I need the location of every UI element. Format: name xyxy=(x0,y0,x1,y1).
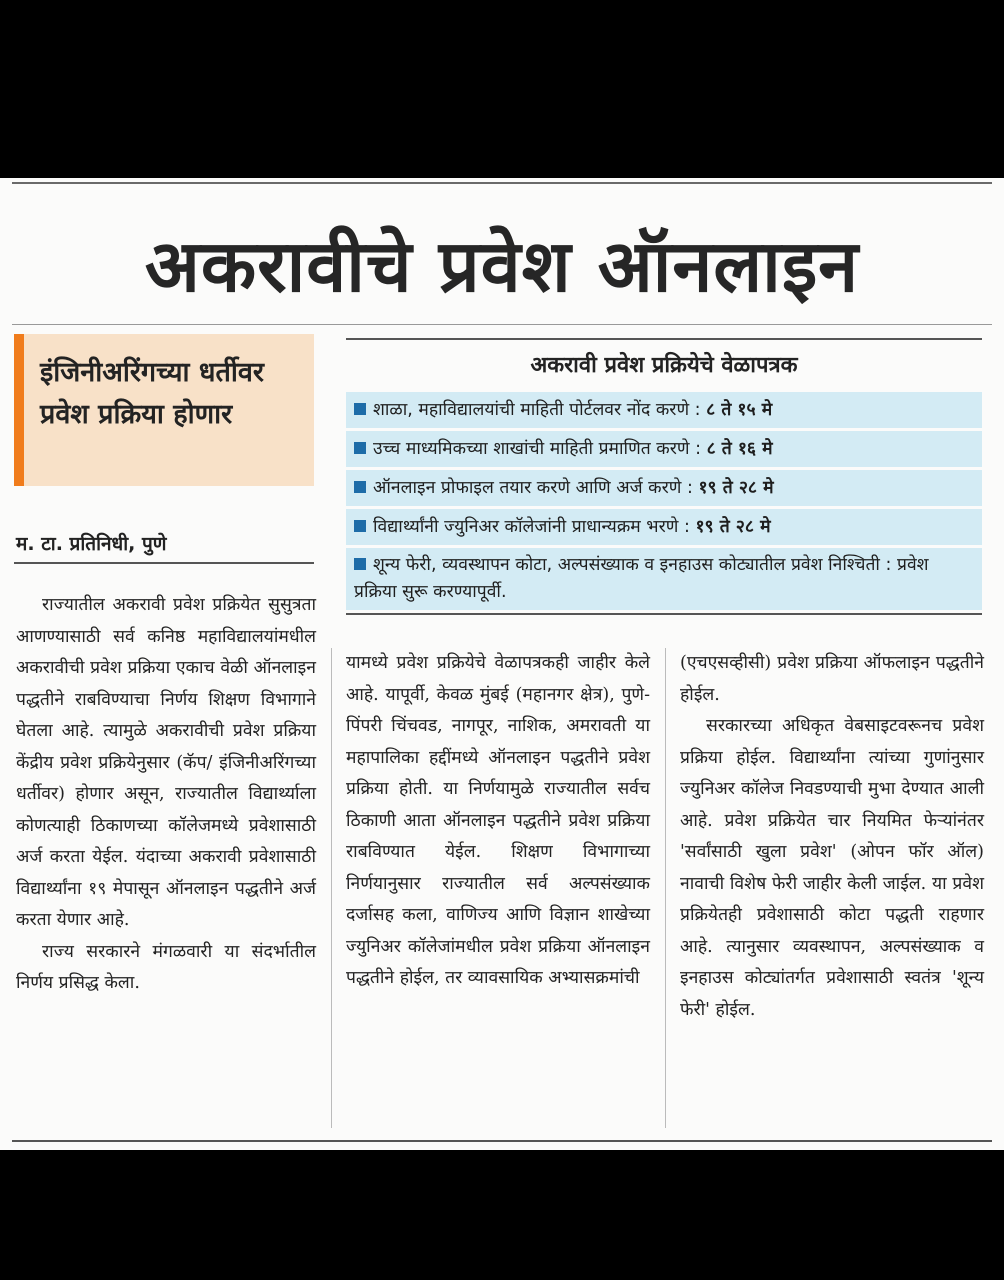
column-divider xyxy=(665,648,666,1128)
schedule-title: अकरावी प्रवेश प्रक्रियेचे वेळापत्रक xyxy=(530,353,798,378)
paragraph: (एचएसव्हीसी) प्रवेश प्रक्रिया ऑफलाइन पद्धतीने होईल. xyxy=(680,653,984,705)
paragraph: सरकारच्या अधिकृत वेबसाइटवरूनच प्रवेश प्रक्रिया होईल. विद्यार्थ्यांना त्यांच्या गुणांनुसार ज्युनिअर कॉलेज निवडण्याची मुभा देण्यात आली आहे. प्रवेश प्रक्रियेत चार नियमित फेऱ्यांनंतर 'सर्वांसाठी खुला प्रवेश' (ओपन फॉर ऑल) नावाची विशेष फेरी जाहीर केली जाईल. या प्रवेश प्रक्रियेतही प्रवेशासाठी कोटा पद्धती राहणार आहे. त्यानुसार व्यवस्थापन, अल्पसंख्याक व इनहाउस कोट्यांतर्गत प्रवेशासाठी स्वतंत्र 'शून्य फेरी' होईल. xyxy=(680,716,984,1020)
schedule-row: शाळा, महाविद्यालयांची माहिती पोर्टलवर नोंद करणे : ८ ते १५ मे xyxy=(346,392,982,428)
schedule-box xyxy=(346,338,982,615)
paragraph: राज्यातील अकरावी प्रवेश प्रक्रियेत सुसुत्रता आणण्यासाठी सर्व कनिष्ठ महाविद्यालयांमधील अकरावीची प्रवेश प्रक्रिया एकाच वेळी ऑनलाइन पद्धतीने राबविण्याचा निर्णय शिक्षण विभागाने घेतला आहे. त्यामुळे अकरावीची प्रवेश प्रक्रिया केंद्रीय प्रवेश प्रक्रियेनुसार (कॅप/ इंजिनीअरिंगच्या धर्तीवर) होणार असून, राज्यातील विद्यार्थ्याला कोणत्याही ठिकाणच्या कॉलेजमध्ये प्रवेशासाठी अर्ज करता येईल. यंदाच्या अकरावी प्रवेशासाठी विद्यार्थ्यांना १९ मेपासून ऑनलाइन पद्धतीने अर्ज करता येणार आहे. xyxy=(16,595,316,930)
subheadline: इंजिनीअरिंगच्या धर्तीवर प्रवेश प्रक्रिया होणार xyxy=(40,357,264,430)
square-bullet-icon xyxy=(354,403,366,415)
schedule-row: उच्च माध्यमिकच्या शाखांची माहिती प्रमाणित करणे : ८ ते १६ मे xyxy=(346,431,982,467)
byline: म. टा. प्रतिनिधी, पुणे xyxy=(16,533,167,555)
top-rule xyxy=(12,182,992,184)
article-column-3 xyxy=(680,648,984,1026)
schedule-row: शून्य फेरी, व्यवस्थापन कोटा, अल्पसंख्याक व इनहाउस कोट्यातील प्रवेश निश्चिती : प्रवेश प्रक्रिया सुरू करण्यापूर्वी. xyxy=(346,548,982,610)
paragraph: राज्य सरकारने मंगळवारी या संदर्भातील निर्णय प्रसिद्ध केला. xyxy=(16,941,316,993)
subheadline-box xyxy=(14,334,314,486)
newspaper-clipping xyxy=(0,178,1004,1150)
square-bullet-icon xyxy=(354,520,366,532)
schedule-row: ऑनलाइन प्रोफाइल तयार करणे आणि अर्ज करणे : १९ ते २८ मे xyxy=(346,470,982,506)
article-column-1 xyxy=(16,590,316,1000)
square-bullet-icon xyxy=(354,558,366,570)
schedule-bottom-rule xyxy=(346,613,982,615)
square-bullet-icon xyxy=(354,442,366,454)
paragraph: यामध्ये प्रवेश प्रक्रियेचे वेळापत्रकही जाहीर केले आहे. यापूर्वी, केवळ मुंबई (महानगर क्षेत्र), पुणे-पिंपरी चिंचवड, नागपूर, नाशिक, अमरावती या महापालिका हद्दींमध्ये ऑनलाइन पद्धतीने प्रवेश प्रक्रिया होती. या निर्णयामुळे राज्यातील सर्वच ठिकाणी आता ऑनलाइन पद्धतीने प्रवेश प्रक्रिया राबविण्यात येईल. शिक्षण विभागाच्या निर्णयानुसार राज्यातील सर्व अल्पसंख्याक दर्जासह कला, वाणिज्य आणि विज्ञान शाखेच्या ज्युनिअर कॉलेजांमधील प्रवेश प्रक्रिया ऑनलाइन पद्धतीने होईल, तर व्यावसायिक अभ्यासक्रमांची xyxy=(346,653,650,988)
headline: अकरावीचे प्रवेश ऑनलाइन xyxy=(144,224,860,308)
column-divider xyxy=(331,648,332,1128)
headline-rule xyxy=(12,324,992,325)
bottom-rule xyxy=(12,1140,992,1142)
accent-bar xyxy=(14,334,24,486)
byline-rule xyxy=(14,562,314,564)
article-column-2 xyxy=(346,648,650,995)
square-bullet-icon xyxy=(354,481,366,493)
schedule-row: विद्यार्थ्यांनी ज्युनिअर कॉलेजांनी प्राधान्यक्रम भरणे : १९ ते २८ मे xyxy=(346,509,982,545)
